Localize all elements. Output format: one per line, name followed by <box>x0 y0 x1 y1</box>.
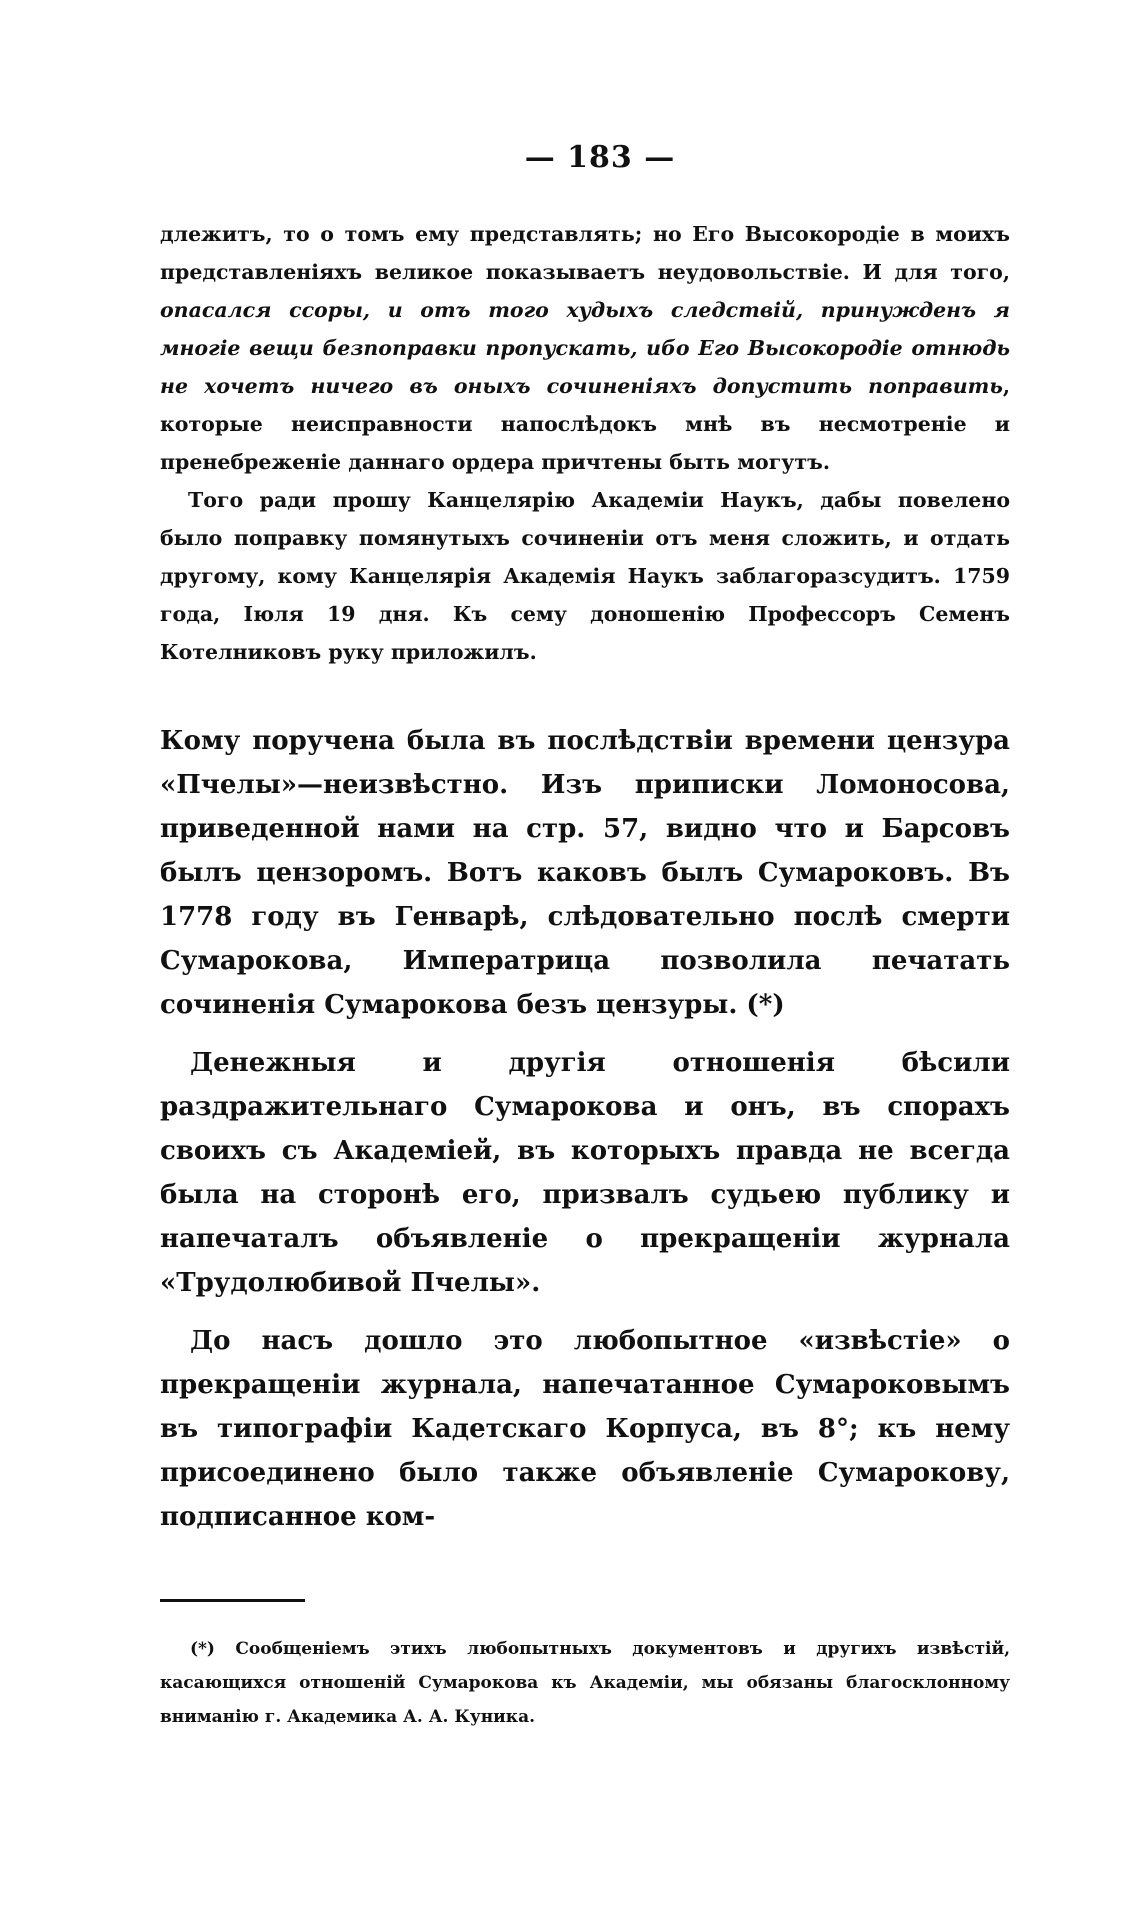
body-paragraph-2: Денежныя и другія отношенія бѣсили раздражительнаго Сумарокова и онъ, въ спорахъ своихъ съ Академіей, въ которыхъ правда не всегда была на сторонѣ его, призвалъ судьею публику и напечаталъ объявленіе о прекращеніи журнала «Трудолюбивой Пчелы». <box>160 1048 1010 1298</box>
main-text <box>160 719 1010 1539</box>
body-paragraph-1: Кому поручена была въ послѣдствіи времени цензура «Пчелы»—неизвѣстно. Изъ приписки Ломоносова, приведенной нами на стр. 57, видно что и Барсовъ былъ цензоромъ. Вотъ каковъ былъ Сумароковъ. Въ 1778 году въ Генварѣ, слѣдовательно послѣ смерти Сумарокова, Императрица позволила печатать сочиненія Сумарокова безъ цензуры. (*) <box>160 726 1010 1020</box>
document-page <box>160 140 1010 1734</box>
quote-text-1a: длежитъ, то о томъ ему представлять; но Его Высокородіе в моихъ представленіяхъ великое показываетъ неудовольствіе. И для того, <box>160 222 1010 284</box>
page-number: — 183 — <box>524 140 676 175</box>
quote-paragraph-2: Того ради прошу Канцелярію Академіи Наукъ, дабы повелено было поправку помянутыхъ сочиненіи отъ меня сложить, и отдать другому, кому Канцелярія Академія Наукъ заблагоразсудитъ. 1759 года, Іюля 19 дня. Къ сему доношенію Профессоръ Семенъ Котелниковъ руку приложилъ. <box>160 488 1010 664</box>
quote-text-1b: , которые неисправности напослѣдокъ мнѣ въ несмотреніе и пренебреженіе даннаго ордера причтены быть могутъ. <box>160 374 1010 474</box>
quoted-document <box>160 215 1010 671</box>
footnote: (*) Сообщеніемъ этихъ любопытныхъ документовъ и другихъ извѣстій, касающихся отношеній Сумарокова къ Академіи, мы обязаны благосклонному вниманію г. Академика А. А. Куника. <box>160 1639 1010 1727</box>
quote-paragraph-1 <box>160 215 1010 481</box>
footnote-divider <box>160 1599 305 1602</box>
quote-italic-text: опасался ссоры, и отъ того худыхъ следствій, принужденъ я многіе вещи безпоправки пропускать, ибо Его Высокородіе отнюдь не хочетъ ничего въ оныхъ сочиненіяхъ допустить поправить <box>160 298 1010 398</box>
body-paragraph-3: До насъ дошло это любопытное «извѣстіе» о прекращеніи журнала, напечатанное Сумароковымъ въ типографіи Кадетскаго Корпуса, въ 8°; къ нему присоединено было также объявленіе Сумарокову, подписанное ком- <box>160 1326 1010 1532</box>
